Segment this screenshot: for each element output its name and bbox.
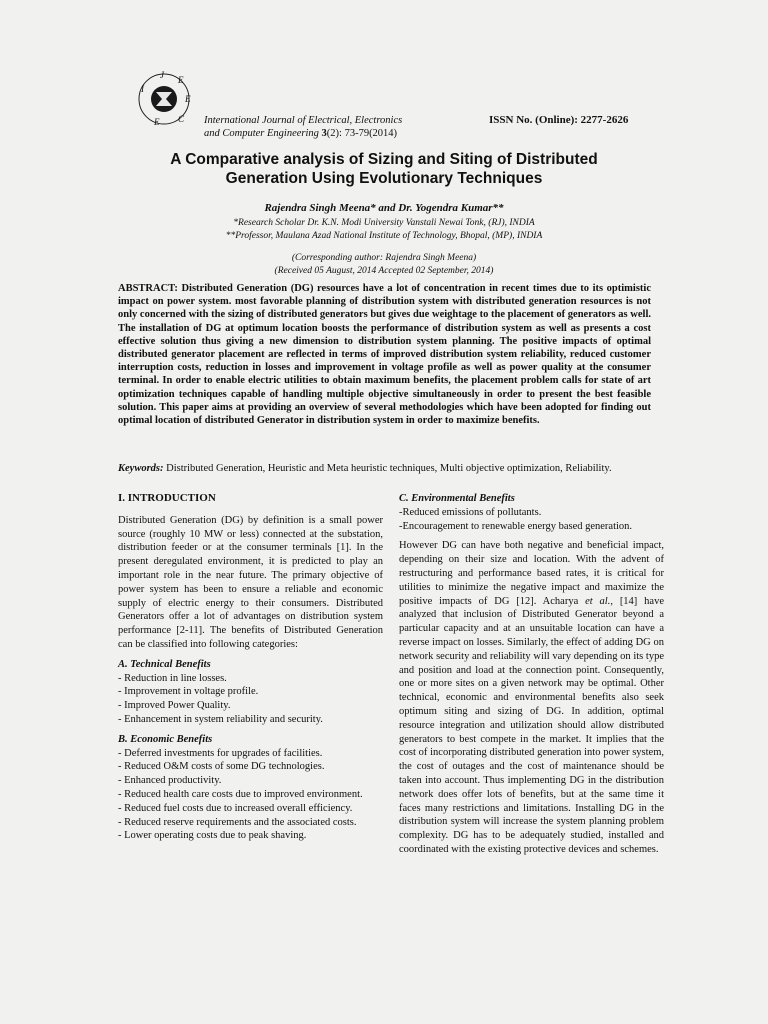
journal-volume: 3 [321,128,327,139]
paper-title [110,150,658,188]
affiliations [110,217,658,243]
list-item: - Lower operating costs due to peak shaving. [118,830,307,842]
paper-title-line1: A Comparative analysis of Sizing and Siting of Distributed [170,151,598,168]
list-item: - Reduction in line losses. [118,672,227,684]
list-item: - Improvement in voltage profile. [118,686,259,698]
right-column [399,492,664,861]
keywords-text: Distributed Generation, Heuristic and Meta heuristic techniques, Multi objective optimization, Reliability. [163,463,612,474]
list-item: - Enhanced productivity. [118,775,222,787]
keywords [118,462,651,475]
paper-title-line2: Generation Using Evolutionary Techniques [225,170,543,187]
list-item: - Reduced reserve requirements and the associated costs. [118,816,357,828]
logo-letter-bottom: E [154,117,160,127]
received-dates: (Received 05 August, 2014 Accepted 02 September, 2014) [274,266,494,276]
journal-logo [136,68,192,130]
journal-name-line2: and Computer Engineering 3(2): 73-79(2014) [204,128,398,139]
affiliation-1: *Research Scholar Dr. K.N. Modi University Vanstali Newai Tonk, (RJ), INDIA [233,218,535,228]
correspondence [110,252,658,278]
list-item: - Reduced O&M costs of some DG technologies. [118,761,325,773]
list-item: - Reduced health care costs due to improved environment. [118,788,363,800]
keywords-label: Keywords: [118,463,164,474]
list-item: -Encouragement to renewable energy based generation. [399,520,633,532]
logo-letter-right: E [185,94,191,104]
logo-letter-top: J [160,70,164,80]
list-item: -Reduced emissions of pollutants. [399,506,542,518]
authors: Rajendra Singh Meena* and Dr. Yogendra Kumar** [264,202,504,214]
left-column [118,492,383,843]
affiliation-2: **Professor, Maulana Azad National Institute of Technology, Bhopal, (MP), INDIA [225,231,543,241]
corresponding-author: (Corresponding author: Rajendra Singh Meena) [291,253,477,263]
list-item: - Improved Power Quality. [118,700,231,712]
logo-letter-left: I [141,84,144,94]
subheading-environmental-benefits: C. Environmental Benefits [399,493,515,504]
list-item: - Enhancement in system reliability and security. [118,713,323,725]
journal-name-line1: International Journal of Electrical, Electronics [204,115,403,126]
subheading-economic-benefits: B. Economic Benefits [118,733,213,745]
list-item: - Reduced fuel costs due to increased overall efficiency. [118,802,353,814]
intro-paragraph: Distributed Generation (DG) by definition is a small power source (roughly 10 MW or less) connected at the substation, distribution feeder or at the consumer terminals [1]. In the present deregulated environment, it is predicted to play an important role in the near future. The primary objective of power system has been to ensure a reliable and economic supply of electric energy to their consumers. Distributed Generators offer a lot of advantages on distribution system performance [2-11]. The benefits of Distributed Generation can be classified into following categories: [118,514,383,650]
logo-letter-upper-right: E [178,75,184,85]
body-paragraph: However DG can have both negative and beneficial impact, depending on their size and location. With the advent of restructuring and performance based rates, it is critical for utilities to minimize the negative impact and maximize the positive impacts of DG [12]. Acharya et al., [14] have analyzed that inclusion of Distributed Generator beyond a particular capacity and at an unsuitable location can have a reverse impact on losses. Similarly, the effect of adding DG on network security and reliability will vary depending on its type and position and load at the connection point. Consequently, one or more sites on a given network may be optimal. Other technical, economic and environmental benefits also seek optimum siting and sizing of DG. In addition, optimal resource integration and utilization should allow distributed generators to best compete in the market. It implies that the cost of incorporating distributed generation into power system, the cost of outages and the cost of maintenance should be taken into account. Thus implementing DG in the distribution network does offer lots of benefits, but at the same time it faces many restrictions and limitations. Installing DG in the distribution system will increase the system planning problem complexity. DG has to be adequately studied, installed and coordinated with the existing protective devices and schemes. [399,540,664,855]
section-heading-introduction: I. INTRODUCTION [118,492,216,504]
issn: ISSN No. (Online): 2277-2626 [489,114,629,126]
logo-letter-lower-right: C [178,114,185,124]
journal-citation [204,114,402,140]
list-item: - Deferred investments for upgrades of facilities. [118,747,323,759]
abstract: ABSTRACT: Distributed Generation (DG) resources have a lot of concentration in recent times due to its optimistic impact on power system. most favorable planning of distribution system with distributed generation resources is not only concerned with the sizing of distributed generators but gives due weightage to the placement of generators as well. The installation of DG at optimum location boosts the performance of distribution system as well as presents a cost effective solution thus giving a new dimension to distribution system planning. The positive impacts of optimal distributed generator placement are reflected in terms of improved distribution system reliability, reduced customer interruption costs, reduction in losses and improvement in voltage profile as well as power quality at the consumer terminal. In order to enable electric utilities to obtain maximum benefits, the placement problem calls for state of art optimization techniques capable of handling multiple objective simultaneously in order to present the best feasible solution. This paper aims at providing an overview of several methodologies which have been adopted for finding out optimal location of distributed Generator in distribution system in order to maximize benefits. [118,283,651,427]
subheading-technical-benefits: A. Technical Benefits [118,658,211,670]
